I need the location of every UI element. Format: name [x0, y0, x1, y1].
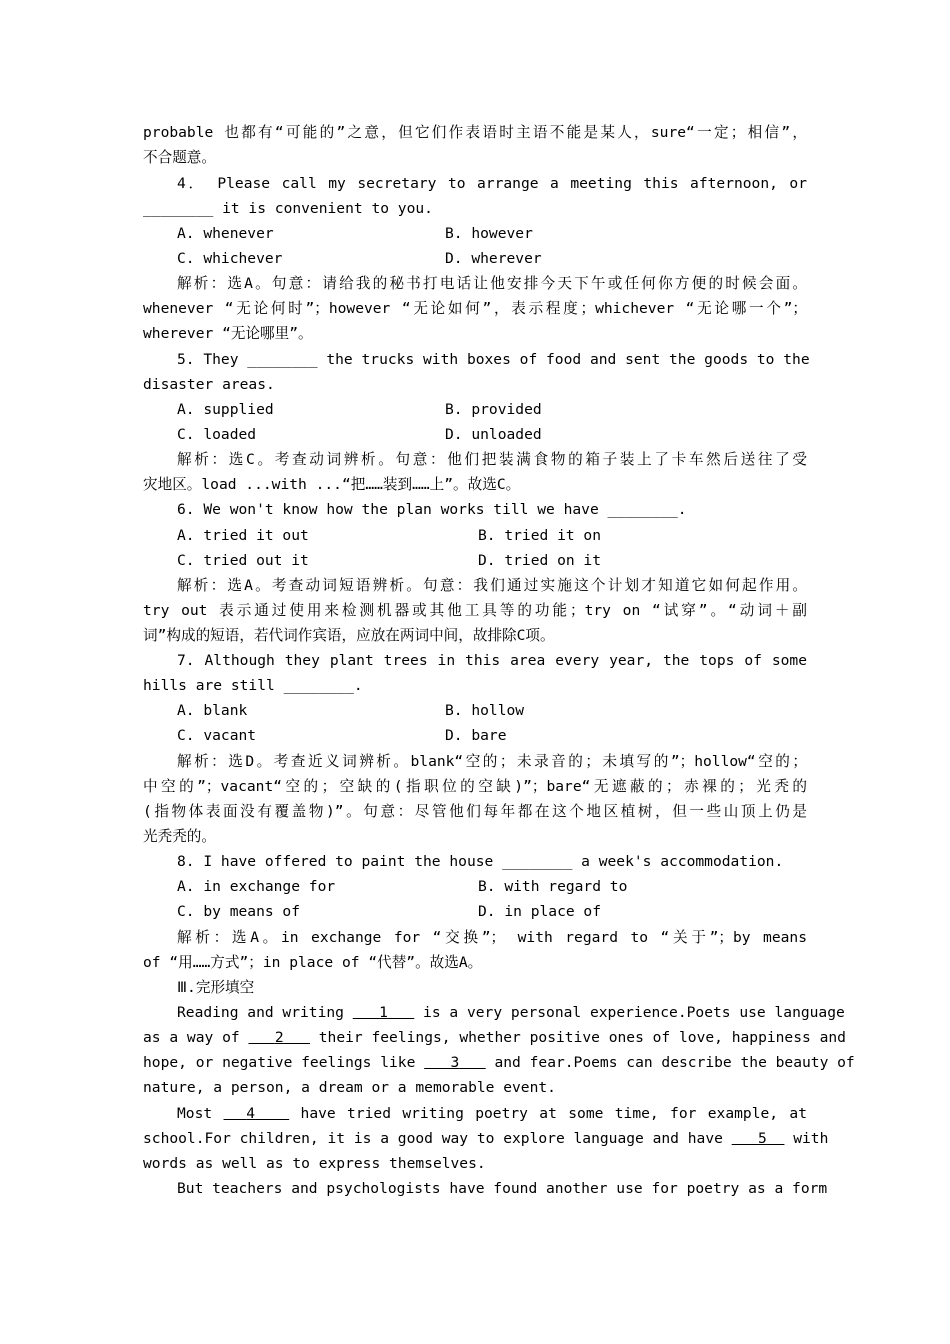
cloze-blank-3 [424, 1054, 486, 1071]
cloze-line [143, 1050, 855, 1075]
explanation-line: 解析：选A。in exchange for “交换”； with regard to “关于”；by means [177, 929, 807, 946]
option-c: C. tried out it [177, 552, 309, 569]
cloze-text: is a very personal experience.Poets use language [423, 1004, 845, 1021]
option-b: B. with regard to [478, 878, 628, 895]
question-7-stem: 7. Although they plant trees in this area every year, the tops of some [177, 652, 807, 669]
explanation-line: try out 表示通过使用来检测机器或其他工具等的功能；try on “试穿”。“动词＋副 [143, 602, 807, 619]
cloze-blank-1 [353, 1004, 415, 1021]
explanation-line: 解析：选C。考查动词辨析。句意：他们把装满食物的箱子装上了卡车然后送往了受 [177, 451, 807, 468]
option-c: C. whichever [177, 250, 283, 267]
option-a: A. tried it out [177, 527, 309, 544]
cloze-text: have tried writing poetry at some time, for example, at [300, 1105, 807, 1122]
cloze-text: their feelings, whether positive ones of love, happiness and [318, 1029, 846, 1046]
option-b: B. provided [445, 401, 542, 418]
question-4-stem: ________ it is convenient to you. [143, 200, 433, 217]
blank-number: 5 [758, 1130, 767, 1147]
cloze-text: with [793, 1130, 829, 1147]
cloze-text: school.For children, it is a good way to explore language and have [143, 1130, 723, 1147]
question-5-stem: disaster areas. [143, 376, 275, 393]
option-d: D. wherever [445, 250, 542, 267]
question-6-stem: 6. We won't know how the plan works till we have ________. [177, 501, 687, 518]
explanation-line: 词”构成的短语，若代词作宾语，应放在两词中间，故排除C项。 [143, 627, 555, 644]
explanation-line: 解析：选A。考查动词短语辨析。句意：我们通过实施这个计划才知道它如何起作用。 [177, 577, 807, 594]
explanation-line: 解析：选D。考查近义词辨析。blank“空的；未录音的；未填写的”；hollow“空的； [177, 753, 807, 770]
cloze-blank-2 [248, 1029, 310, 1046]
option-c: C. by means of [177, 903, 301, 920]
cloze-line [143, 1025, 846, 1050]
option-c: C. loaded [177, 426, 257, 443]
cloze-text: Reading and writing [177, 1004, 344, 1021]
explanation-line: wherever “无论哪里”。 [143, 325, 313, 342]
cloze-line [177, 1000, 845, 1025]
option-a: A. whenever [177, 225, 274, 242]
explanation-line: 光秃秃的。 [143, 828, 216, 845]
cloze-line: words as well as to express themselves. [143, 1155, 486, 1172]
option-d: D. in place of [478, 903, 602, 920]
blank-number: 4 [246, 1105, 256, 1122]
explanation-line: (指物体表面没有覆盖物)”。句意：尽管他们每年都在这个地区植树，但一些山顶上仍是 [143, 803, 807, 820]
question-4-stem: 4． Please call my secretary to arrange a meeting this afternoon, or [177, 175, 807, 192]
cloze-line [177, 1101, 807, 1126]
option-d: D. bare [445, 727, 507, 744]
cloze-line: nature, a person, a dream or a memorable event. [143, 1079, 556, 1096]
question-8-stem: 8. I have offered to paint the house ________ a week's accommodation. [177, 853, 784, 870]
option-a: A. blank [177, 702, 248, 719]
text-line: 不合题意。 [143, 149, 216, 166]
cloze-line: But teachers and psychologists have found another use for poetry as a form [177, 1180, 828, 1197]
explanation-line: of “用……方式”；in place of “代替”。故选A。 [143, 954, 483, 971]
blank-number: 3 [450, 1054, 460, 1071]
text-line: probable 也都有“可能的”之意，但它们作表语时主语不能是某人，sure“一定；相信”， [143, 124, 807, 141]
cloze-blank-4 [224, 1105, 290, 1122]
question-7-stem: hills are still ________. [143, 677, 363, 694]
explanation-line: whenever “无论何时”；however “无论如何”，表示程度；whichever “无论哪一个”； [143, 300, 807, 317]
explanation-line: 灾地区。load ...with ...“把……装到……上”。故选C。 [143, 476, 521, 493]
cloze-line [143, 1126, 829, 1151]
option-c: C. vacant [177, 727, 257, 744]
option-b: B. however [445, 225, 533, 242]
blank-number: 2 [274, 1029, 284, 1046]
option-d: D. unloaded [445, 426, 542, 443]
cloze-text: hope, or negative feelings like [143, 1054, 416, 1071]
section-title: Ⅲ.完形填空 [177, 979, 255, 996]
explanation-line: 解析：选A。句意：请给我的秘书打电话让他安排今天下午或任何你方便的时候会面。 [177, 275, 807, 292]
question-5-stem: 5. They ________ the trucks with boxes of food and sent the goods to the [177, 351, 810, 368]
option-a: A. in exchange for [177, 878, 336, 895]
cloze-text: as a way of [143, 1029, 240, 1046]
blank-number: 1 [379, 1004, 388, 1021]
option-d: D. tried on it [478, 552, 602, 569]
cloze-blank-5 [732, 1130, 785, 1147]
cloze-text: and fear.Poems can describe the beauty of [494, 1054, 855, 1071]
cloze-text: Most [177, 1105, 213, 1122]
option-b: B. hollow [445, 702, 525, 719]
option-b: B. tried it on [478, 527, 602, 544]
explanation-line: 中空的”；vacant“空的；空缺的(指职位的空缺)”；bare“无遮蔽的；赤裸的；光秃的 [143, 778, 807, 795]
option-a: A. supplied [177, 401, 274, 418]
